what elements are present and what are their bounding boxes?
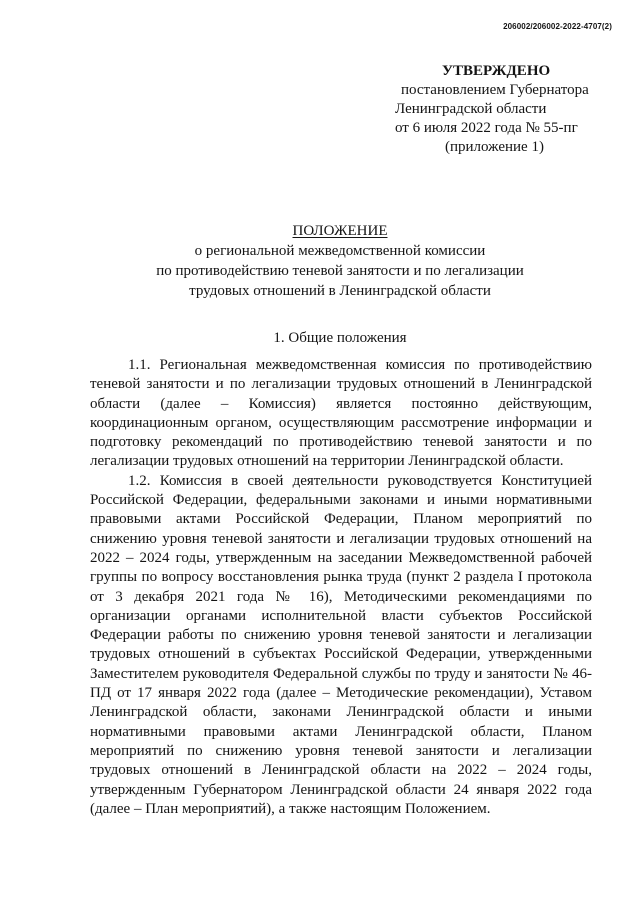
section-heading: 1. Общие положения [273,330,407,346]
document-id: 206002/206002-2022-4707(2) [503,22,612,31]
approval-title: УТВЕРЖДЕНО [442,63,551,79]
document-title: ПОЛОЖЕНИЕ [292,223,388,239]
approval-line: от 6 июля 2022 года № 55-пг [395,120,578,136]
document-subtitle-line: трудовых отношений в Ленинградской области [189,283,491,299]
paragraph-1-1: 1.1. Региональная межведомственная комиссия по противодействию теневой занятости и по легализации трудовых отношений в Ленинградской области (далее – Комиссия) является постоянно действующим, координационным органом, осуществляющим рассмотрение информации и подготовку рекомендаций по противодействию теневой занятости и по легализации трудовых отношений на территории Ленинградской области. [90,357,592,470]
approval-line: (приложение 1) [445,139,544,155]
document-subtitle-line: по противодействию теневой занятости и по легализации [156,263,524,279]
document-title-block [90,221,590,301]
document-subtitle-line: о региональной межведомственной комиссии [194,243,486,259]
approval-stamp [395,62,615,157]
approval-line: Ленинградской области [395,101,547,117]
section-body [90,356,592,819]
paragraph-1-2: 1.2. Комиссия в своей деятельности руководствуется Конституцией Российской Федерации, федеральными законами и иными нормативными правовыми актами Российской Федерации, Планом мероприятий по снижению уровня теневой занятости и легализации трудовых отношений на 2022 – 2024 годы, утвержденным на заседании Межведомственной рабочей группы по вопросу восстановления рынка труда (пункт 2 раздела I протокола от 3 декабря 2021 года № 16), Методическими рекомендациями по организации органами исполнительной власти субъектов Российской Федерации работы по снижению уровня теневой занятости и легализации трудовых отношений в субъектах Российской Федерации, утвержденными Заместителем руководителя Федеральной службы по труду и занятости № 46-ПД от 17 января 2022 года (далее – Методические рекомендации), Уставом Ленинградской области, законами Ленинградской области и иными нормативными правовыми актами Ленинградской области, Планом мероприятий по снижению уровня теневой занятости и легализации трудовых отношений в Ленинградской области на 2022 – 2024 годы, утвержденным Губернатором Ленинградской области 24 января 2022 года (далее – План мероприятий), а также настоящим Положением. [90,472,592,817]
approval-line: постановлением Губернатора [401,82,589,98]
